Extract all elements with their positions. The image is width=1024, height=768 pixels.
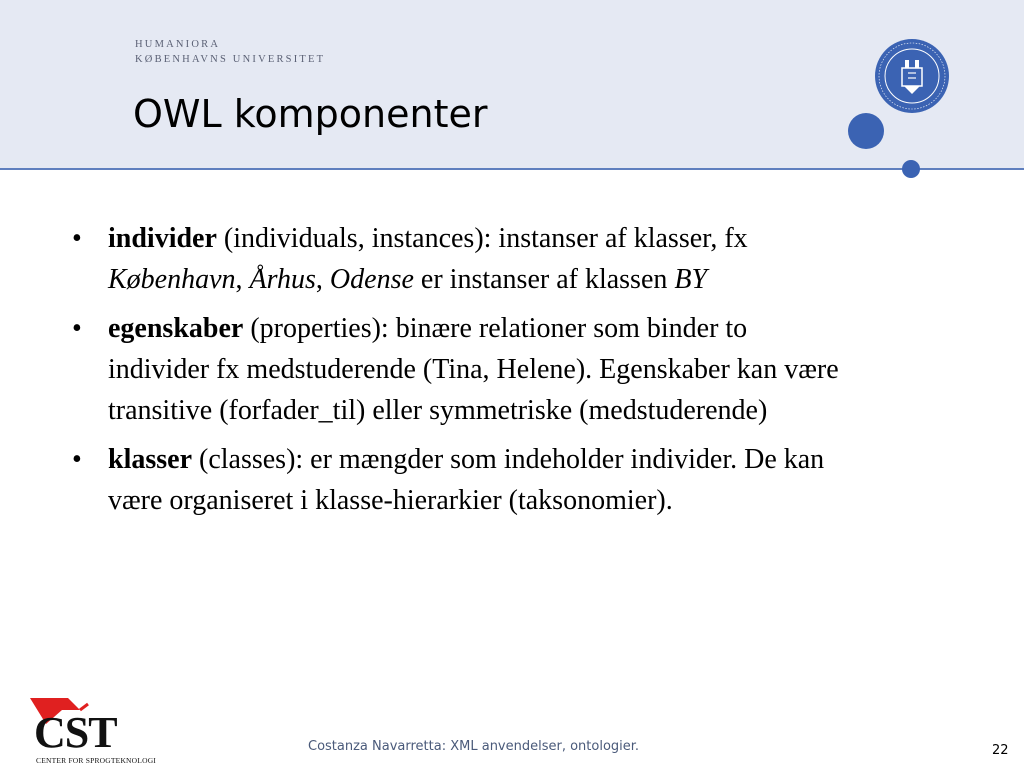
term-egenskaber: egenskaber: [108, 313, 244, 344]
list-item: [72, 218, 852, 300]
term-individer: individer: [108, 223, 217, 254]
item-text: (individuals, instances): instanser af klasser, fx: [216, 223, 748, 254]
decorative-dot-large: [848, 113, 884, 149]
institution-line-2: KØBENHAVNS UNIVERSITET: [135, 54, 326, 65]
slide-title: OWL komponenter: [133, 92, 488, 136]
bullet-icon: •: [72, 223, 82, 254]
logo-text: CST: [34, 708, 117, 757]
item-text: er instanser af klassen: [413, 264, 675, 295]
term-klasser: klasser: [108, 444, 192, 475]
bullet-icon: •: [72, 313, 82, 344]
institution-name: [135, 37, 325, 67]
item-text: (properties): binære relationer som binder to individer fx medstuderende (Tina, Helene). Egenskaber kan være transitive (forfader_til) eller symmetriske (medstuderende): [108, 313, 839, 426]
item-text: (classes): er mængder som indeholder individer. De kan være organiseret i klasse-hierarkier (taksonomier).: [108, 444, 825, 516]
list-item: [72, 439, 852, 521]
institution-line-1: HUMANIORA: [135, 39, 221, 50]
bullet-icon: •: [72, 444, 82, 475]
footer-text: Costanza Navarretta: XML anvendelser, ontologier.: [308, 739, 640, 754]
separator: ,: [315, 264, 330, 295]
bullet-list: [72, 218, 852, 529]
list-item: [72, 308, 852, 431]
page-number: 22: [992, 743, 1009, 758]
separator: ,: [235, 264, 250, 295]
decorative-dot-small: [902, 160, 920, 178]
logo-subtext: CENTER FOR SPROGTEKNOLOGI: [36, 756, 157, 765]
example-text: København: [108, 264, 236, 295]
university-seal-icon: [874, 38, 950, 114]
example-text: Århus: [249, 264, 316, 295]
example-text: BY: [674, 264, 708, 295]
example-text: Odense: [329, 264, 414, 295]
header-divider: [0, 168, 1024, 170]
